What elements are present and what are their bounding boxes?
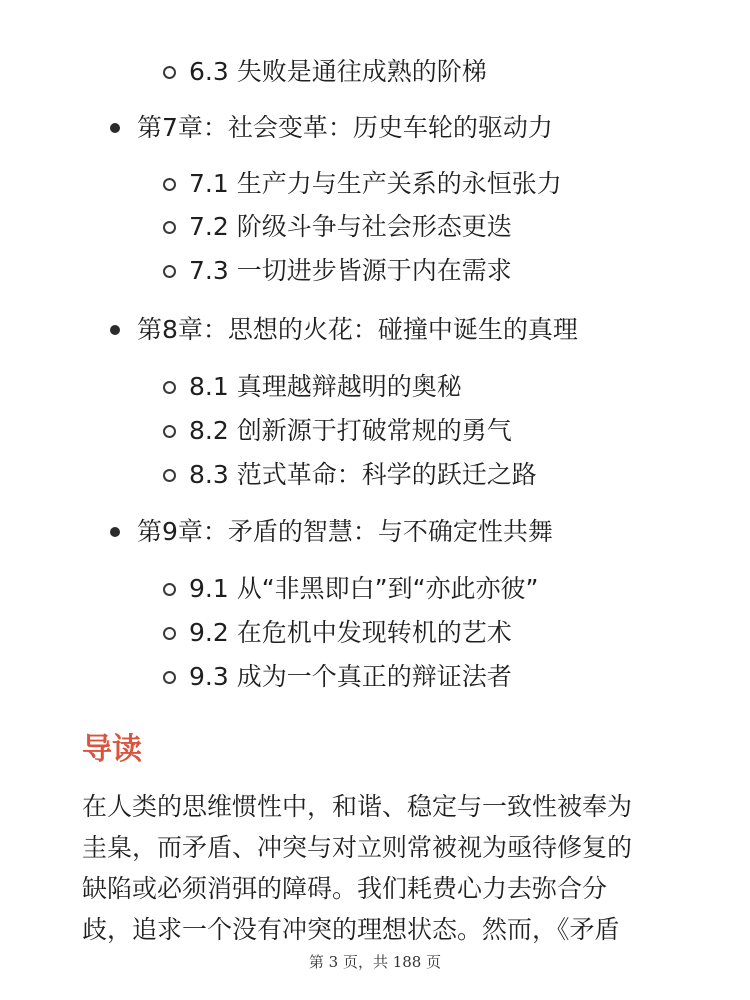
toc-chapter-label: 第9章：矛盾的智慧：与不确定性共舞	[137, 517, 553, 546]
hollow-bullet-icon	[163, 178, 176, 191]
paragraph-line: 缺陷或必须消弭的障碍。我们耗费心力去弥合分	[82, 874, 608, 903]
paragraph-line: 圭臬，而矛盾、冲突与对立则常被视为亟待修复的	[82, 833, 633, 862]
hollow-bullet-icon	[163, 583, 176, 596]
hollow-bullet-icon	[163, 381, 176, 394]
paragraph-line: 在人类的思维惯性中，和谐、稳定与一致性被奉为	[82, 792, 633, 821]
page-number-footer: 第 3 页，共 188 页	[308, 953, 442, 971]
toc-item-label: 7.1 生产力与生产关系的永恒张力	[189, 169, 562, 198]
paragraph-line: 歧，追求一个没有冲突的理想状态。然而，《矛盾	[82, 915, 620, 944]
toc-item-label: 9.2 在危机中发现转机的艺术	[189, 618, 512, 647]
toc-item-label: 8.2 创新源于打破常规的勇气	[189, 416, 512, 445]
hollow-bullet-icon	[163, 671, 176, 684]
hollow-bullet-icon	[163, 265, 176, 278]
filled-bullet-icon	[110, 527, 120, 537]
hollow-bullet-icon	[163, 627, 176, 640]
toc-chapter-label: 第8章：思想的火花：碰撞中诞生的真理	[137, 315, 578, 344]
hollow-bullet-icon	[163, 221, 176, 234]
filled-bullet-icon	[110, 325, 120, 335]
hollow-bullet-icon	[163, 425, 176, 438]
toc-item-label: 7.3 一切进步皆源于内在需求	[189, 256, 512, 285]
section-heading: 导读	[82, 732, 142, 767]
hollow-bullet-icon	[163, 66, 176, 79]
toc-item-label: 7.2 阶级斗争与社会形态更迭	[189, 212, 512, 241]
filled-bullet-icon	[110, 123, 120, 133]
intro-paragraph	[82, 786, 682, 950]
toc-item-label: 6.3 失败是通往成熟的阶梯	[189, 57, 487, 86]
toc-item-label: 9.1 从“非黑即白”到“亦此亦彼”	[189, 574, 539, 603]
toc-item-label: 8.3 范式革命：科学的跃迁之路	[189, 460, 537, 489]
toc-item-label: 9.3 成为一个真正的辩证法者	[189, 662, 512, 691]
hollow-bullet-icon	[163, 469, 176, 482]
toc-chapter-label: 第7章：社会变革：历史车轮的驱动力	[137, 113, 553, 142]
toc-item-label: 8.1 真理越辩越明的奥秘	[189, 372, 462, 401]
